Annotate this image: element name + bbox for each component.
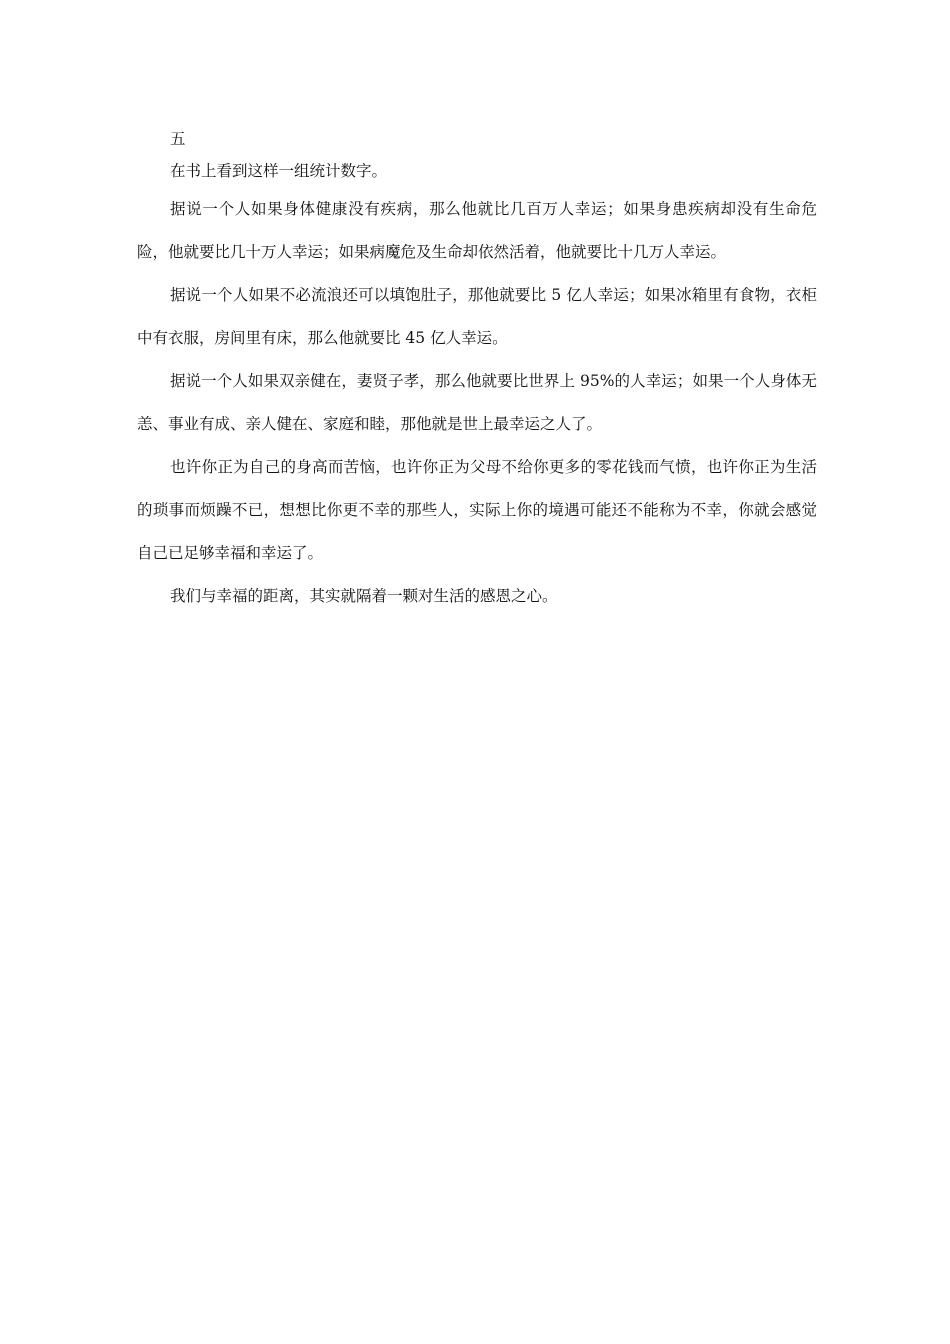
paragraph-intro: 在书上看到这样一组统计数字。: [170, 162, 388, 180]
paragraph-health: 据说一个人如果身体健康没有疾病，那么他就比几百万人幸运；如果身患疾病却没有生命危险，他就要比几十万人幸运；如果病魔危及生命却依然活着，他就要比十几万人幸运。: [137, 200, 817, 261]
section-number: 五: [170, 130, 186, 148]
paragraph-reflection: 也许你正为自己的身高而苦恼，也许你正为父母不给你更多的零花钱而气愤，也许你正为生活的琐事而烦躁不已，想想比你更不幸的那些人，实际上你的境遇可能还不能称为不幸，你就会感觉自己已足够幸福和幸运了。: [137, 458, 817, 562]
paragraph-conclusion: 我们与幸福的距离，其实就隔着一颗对生活的感恩之心。: [170, 587, 558, 605]
paragraph-food-shelter: 据说一个人如果不必流浪还可以填饱肚子，那他就要比 5 亿人幸运；如果冰箱里有食物，衣柜中有衣服，房间里有床，那么他就要比 45 亿人幸运。: [137, 286, 817, 347]
document-body: [137, 124, 817, 618]
paragraph-family: 据说一个人如果双亲健在，妻贤子孝，那么他就要比世界上 95%的人幸运；如果一个人身体无恙、事业有成、亲人健在、家庭和睦，那他就是世上最幸运之人了。: [137, 372, 817, 433]
